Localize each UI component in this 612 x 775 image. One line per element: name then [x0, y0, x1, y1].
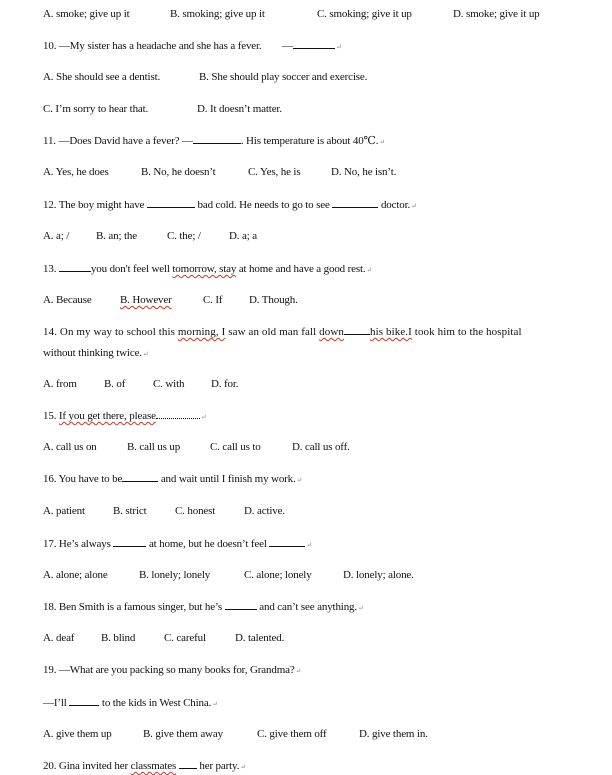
q16-option-a: A. patient [43, 505, 85, 517]
q19-stem-c: to the kids in West China. [101, 697, 212, 709]
q15-number: 15. [43, 410, 57, 422]
q9-option-a: A. smoke; give up it [43, 8, 130, 20]
q13-answer-blank [59, 261, 91, 272]
q16-stem-a: 16. You have to be [43, 473, 123, 485]
q14-stem-a: 14. On my way to school this [43, 326, 176, 338]
q19-option-c: C. give them off [257, 728, 327, 740]
q19-stem-line1 [43, 663, 301, 678]
paragraph-mark: ↵ [366, 266, 373, 274]
paragraph-mark: ↵ [240, 763, 247, 771]
paragraph-mark: ↵ [212, 700, 218, 708]
q12-stem-a: 12. The boy might have [43, 199, 145, 211]
q12-option-b: B. an; the [96, 230, 137, 242]
q13-option-c: C. If [203, 294, 223, 306]
q17-option-d: D. lonely; alone. [343, 569, 414, 581]
q15-option-c: C. call us to [210, 441, 261, 453]
q11-option-a: A. Yes, he does [43, 166, 109, 178]
q19-stem-a: 19. —What are you packing so many books for, Grandma? [43, 664, 295, 676]
q16-option-c: C. honest [175, 505, 216, 517]
q13-number: 13. [43, 263, 57, 275]
q14-stem-line2-text: without thinking twice. [43, 347, 142, 359]
q17-blank-1 [113, 536, 146, 547]
q10-stem [43, 38, 342, 54]
q13-option-b: B. However [120, 294, 172, 306]
q13-option-d: D. Though. [249, 294, 298, 306]
paragraph-mark: ↵ [142, 350, 149, 358]
q14-stem-line2 [43, 346, 149, 361]
q18-answer-blank [225, 599, 257, 610]
q14-grammar-flag-2: down [319, 326, 344, 338]
q16-stem-b: and wait until I finish my work. [160, 473, 296, 485]
q17-option-c: C. alone; lonely [244, 569, 312, 581]
paragraph-mark: ↵ [296, 476, 303, 484]
q20-stem-a: 20. Gina invited her [43, 760, 128, 772]
paragraph-mark: ↵ [200, 413, 207, 421]
q17-blank-2 [269, 536, 305, 547]
q11-option-c: C. Yes, he is [248, 166, 301, 178]
q18-option-d: D. talented. [235, 632, 285, 644]
q15-option-d: D. call us off. [292, 441, 350, 453]
q17-stem-a: 17. He’s always [43, 538, 111, 550]
q14-option-c: C. with [153, 378, 185, 390]
q16-stem [43, 471, 302, 487]
q20-grammar-flag: classmates [130, 760, 177, 772]
q16-answer-blank [122, 471, 158, 482]
q18-option-a: A. deaf [43, 632, 75, 644]
paragraph-mark: ↵ [358, 604, 364, 612]
q15-option-b: B. call us up [127, 441, 181, 453]
paragraph-mark: ↵ [306, 541, 313, 549]
q10-option-c: C. I’m sorry to hear that. [43, 103, 149, 115]
q10-answer-blank [293, 38, 335, 49]
q11-stem [43, 133, 385, 149]
q9-option-c: C. smoking; give it up [317, 8, 412, 20]
q13-option-a: A. Because [43, 294, 92, 306]
q9-option-b: B. smoking; give up it [170, 8, 265, 20]
q14-stem-line1 [43, 324, 522, 339]
q18-stem [43, 599, 364, 615]
q15-grammar-flag: If you get there, please [58, 410, 156, 422]
q9-option-d: D. smoke; give it up [453, 8, 540, 20]
paragraph-mark: ↵ [379, 138, 386, 146]
q14-option-b: B. of [104, 378, 126, 390]
q10-dash: — [282, 40, 294, 52]
q13-stem-b: at home and have a good rest. [238, 263, 366, 275]
paragraph-mark: ↵ [295, 667, 302, 675]
q19-stem-line2 [43, 695, 218, 711]
paragraph-mark: ↵ [336, 43, 342, 51]
q11-option-b: B. No, he doesn’t [141, 166, 216, 178]
q18-stem-b: and can’t see anything. [259, 601, 358, 613]
q11-answer-blank [193, 133, 241, 144]
q14-stem-b: saw an old man fall [228, 326, 317, 338]
q14-option-d: D. for. [211, 378, 239, 390]
q18-option-b: B. blind [101, 632, 136, 644]
q11-option-d: D. No, he isn’t. [331, 166, 397, 178]
q14-option-a: A. from [43, 378, 77, 390]
q13-stem [43, 261, 372, 277]
q18-option-c: C. careful [164, 632, 206, 644]
q10-option-d: D. It doesn’t matter. [197, 103, 282, 115]
q12-stem-c: doctor. [380, 199, 411, 211]
q12-blank-2 [332, 197, 378, 208]
q10-option-a: A. She should see a dentist. [43, 71, 161, 83]
q19-stem-b: —I’ll [43, 697, 67, 709]
q20-answer-blank [179, 758, 197, 769]
q13-grammar-flag: tomorrow, stay [172, 263, 237, 275]
q10-stem-text: 10. —My sister has a headache and she has a fever. [43, 40, 262, 52]
q12-option-c: C. the; / [167, 230, 201, 242]
q12-stem-b: bad cold. He needs to go to see [197, 199, 330, 211]
q11-stem-a: 11. —Does David have a fever? — [43, 135, 193, 147]
q14-stem-c: took him to the hospital [414, 326, 522, 338]
q18-stem-a: 18. Ben Smith is a famous singer, but he’s [43, 601, 223, 613]
q17-stem-b: at home, but he doesn’t feel [148, 538, 267, 550]
q20-stem-b: her party. [199, 760, 240, 772]
q17-option-a: A. alone; alone [43, 569, 108, 581]
q14-grammar-flag-3: his bike.I [369, 326, 412, 338]
q17-option-b: B. lonely; lonely [139, 569, 211, 581]
q12-option-a: A. a; / [43, 230, 70, 242]
q19-answer-blank [69, 695, 99, 706]
q17-stem [43, 536, 312, 552]
q12-stem [43, 197, 417, 213]
q14-grammar-flag-1: morning, I [177, 326, 226, 338]
paragraph-mark: ↵ [411, 202, 417, 210]
q15-option-a: A. call us on [43, 441, 97, 453]
q16-option-d: D. active. [244, 505, 285, 517]
q15-answer-blank [156, 408, 200, 419]
q20-stem [43, 758, 246, 774]
q12-option-d: D. a; a [229, 230, 257, 242]
q11-stem-b: . His temperature is about 40℃. [240, 135, 379, 147]
q13-stem-a: you don't feel well [90, 263, 170, 275]
q19-option-b: B. give them away [143, 728, 223, 740]
q14-answer-blank [344, 324, 370, 335]
q10-option-b: B. She should play soccer and exercise. [199, 71, 368, 83]
q19-option-d: D. give them in. [359, 728, 428, 740]
q19-option-a: A. give them up [43, 728, 112, 740]
q15-stem [43, 408, 207, 424]
q16-option-b: B. strict [113, 505, 147, 517]
q12-blank-1 [147, 197, 195, 208]
